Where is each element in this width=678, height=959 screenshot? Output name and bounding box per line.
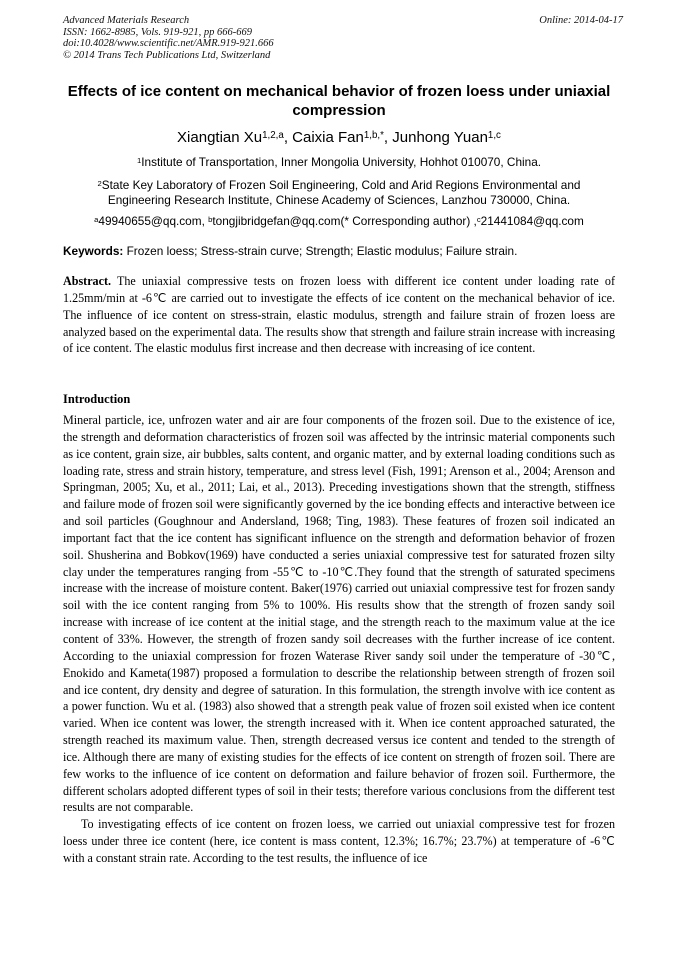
affiliation-2 [63,178,615,208]
journal-doi: doi:10.4028/www.scientific.net/AMR.919-921.666 [63,38,274,49]
journal-copyright: © 2014 Trans Tech Publications Ltd, Switzerland [63,49,271,61]
email-mark: c [476,214,481,224]
affiliation-1 [63,155,615,170]
email-mark: b [208,214,213,224]
paper-title: Effects of ice content on mechanical behavior of frozen loess under uniaxial compression [67,83,611,119]
introduction-body [63,412,615,867]
author-mark: 1,c [487,129,501,141]
abstract-text: The uniaxial compressive tests on frozen loess with different ice content under loading rate of 1.25mm/min at -6℃ are carried out to investigate the effects of ice content on the mechanical behavior of ice. The influence of ice content on stress-strain, elastic modulus, strength and failure strain of frozen loess are analyzed based on the experimental data. The results show that strength and failure strain increase with increasing of ice content. The elastic modulus first increase and then decrease with increasing of ice content. [63,274,615,356]
author-name: Junhong Yuan [392,129,488,146]
journal-issn: ISSN: 1662-8985, Vols. 919-921, pp 666-669 [63,26,252,38]
author-name: Caixia Fan [292,129,364,146]
affiliation-text: Engineering Research Institute, Chinese Academy of Sciences, Lanzhou 730000, China. [107,193,571,207]
abstract [63,273,615,357]
author-emails [63,214,615,229]
author-list [63,129,615,147]
author-separator: , [283,129,293,146]
affiliation-text: State Key Laboratory of Frozen Soil Engineering, Cold and Arid Regions Environmental and [101,178,581,192]
journal-header [63,15,623,61]
author-separator: , [383,129,393,146]
affiliation-text: Institute of Transportation, Inner Mongolia University, Hohhot 010070, China. [141,155,542,169]
email-address: 21441084@qq.com [480,214,584,228]
affiliation-mark: 1 [136,155,142,165]
author-name: Xiangtian Xu [177,129,263,146]
email-address: 49940655@qq.com, [98,214,209,228]
journal-name: Advanced Materials Research [63,15,190,26]
keywords [63,244,615,259]
online-date: Online: 2014-04-17 [539,15,623,26]
keywords-label: Keywords: [63,244,124,258]
affiliation-mark: 2 [97,178,102,188]
introduction-paragraph-1: Mineral particle, ice, unfrozen water and air are four components of the frozen soil. Due to the existence of ice, the strength and deformation characteristics of frozen soil was affected by the intrinsic material components such as ice content, grain size, air bubbles, salts content, and organic matter, and by external loading conditions such as loading rate, stress and strain history, temperature, and stress level (Fish, 1991; Arenson et al., 2004; Arenson and Springman, 2005; Xu, et al., 2011; Lai, et al., 2013). Preceding investigations shown that the strength, stiffness and failure mode of frozen soil were significantly governed by the ice bonding effects and interactive between ice and soil particles (Goughnour and Andersland, 1968; Ting, 1983). These features of frozen soil indicated an important fact that the ice content has significant influence on the strength and deformation behavior of frozen soil. Shusherina and Bobkov(1969) have conducted a series uniaxial compressive test for saturated frozen silty clay under the temperatures ranging from -55℃ to -10℃.They found that the strength of saturated specimens increase with the increase of moisture content. Baker(1976) carried out uniaxial compressive test for frozen sandy soil with the ice content ranging from 5% to 100%. His results show that the strength of frozen sandy soil increase with increase of ice content at the initial stage, and the strength reach to the maximum value at the ice content of 33%. However, the strength of frozen sandy soil decreases with the further increase of ice content. According to the uniaxial compression for frozen Waterase River sandy soil under the temperature of -30℃, Enokido and Kameta(1987) proposed a formulation to describe the relationship between strength of frozen soil and ice content, dry density and degree of saturation. In this formulation, the strength involve with ice content as a power function. Wu et al. (1983) also showed that a strength peak value of frozen soil existed when ice content varied. When ice content was lower, the strength increased with it. When ice content approached saturated, the strength reached its maximum value. Then, strength decreased versus ice content and tended to the strength of ice. Although there are many of existing studies for the effects of ice content on strength of frozen soil. There are few works to the influence of ice content on deformation and failure behavior of frozen soil. Furthermore, the different scholars adopted different types of soil in their tests; therefore various conclusions from the different test results are not comparable. [63,413,615,815]
email-address: tongjibridgefan@qq.com(* Corresponding author) , [212,214,477,228]
author-mark: 1,b,* [363,129,384,141]
section-heading-introduction: Introduction [63,392,131,406]
keywords-text: Frozen loess; Stress-strain curve; Strength; Elastic modulus; Failure strain. [123,244,518,258]
abstract-label: Abstract. [63,274,112,288]
email-mark: a [94,214,99,224]
author-mark: 1,2,a [262,129,284,141]
introduction-paragraph-2: To investigating effects of ice content on frozen loess, we carried out uniaxial compressive test for frozen loess under three ice content (here, ice content is mass content, 12.3%; 16.7%; 23.7%) at temperature of -6℃ with a constant strain rate. According to the test results, the influence of ice [63,817,615,865]
